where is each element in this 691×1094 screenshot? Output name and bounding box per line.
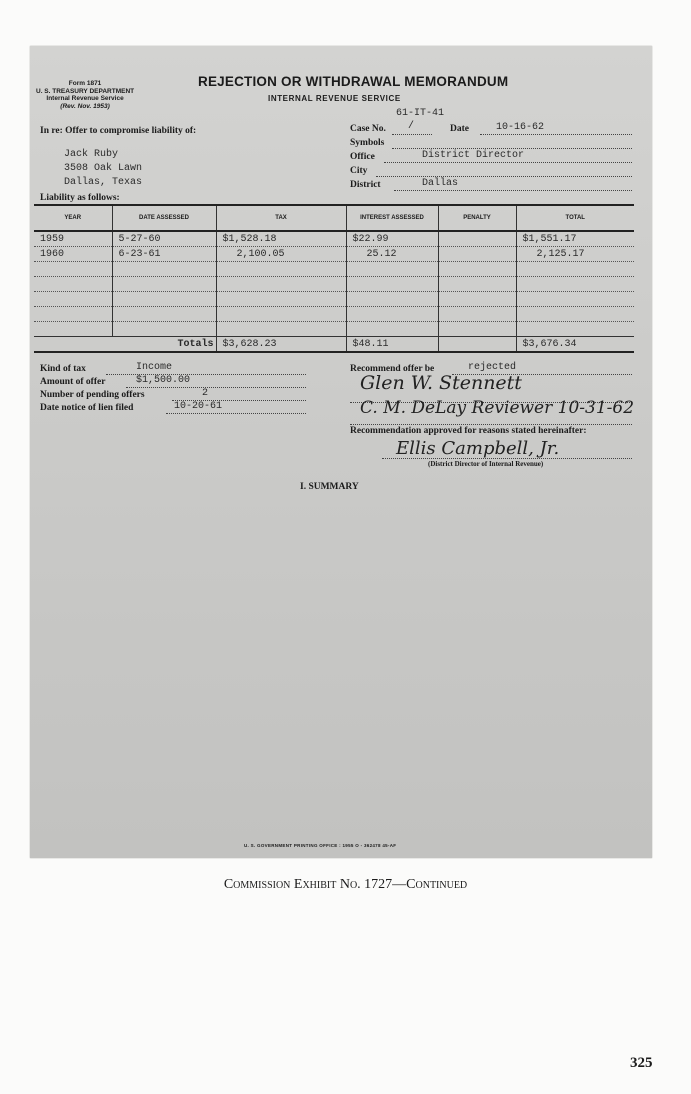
header-interest-assessed: INTEREST ASSESSED: [346, 205, 438, 231]
amount-label: Amount of offer: [40, 377, 106, 387]
header-total: TOTAL: [516, 205, 634, 231]
cell-interest: $22.99: [346, 231, 438, 247]
amount-value: $1,500.00: [136, 375, 191, 386]
taxpayer-address: 3508 Oak Lawn: [64, 163, 143, 174]
cell-total: $1,551.17: [516, 231, 634, 247]
cell-tax: $1,528.18: [216, 231, 346, 247]
cell-date-assessed: 6-23-61: [112, 247, 216, 262]
header-date-assessed: DATE ASSESSED: [112, 205, 216, 231]
totals-interest: $48.11: [346, 337, 438, 353]
cell-date-assessed: 5-27-60: [112, 231, 216, 247]
document-title: REJECTION OR WITHDRAWAL MEMORANDUM: [198, 74, 509, 89]
office-value: District Director: [422, 150, 525, 161]
taxpayer-name: Jack Ruby: [64, 149, 119, 160]
table-row-empty: [34, 262, 634, 277]
scanned-document: [30, 46, 652, 858]
cell-penalty: [438, 231, 516, 247]
taxpayer-city: Dallas, Texas: [64, 177, 143, 188]
lien-date-value: 10-20-61: [174, 401, 223, 412]
symbols-label: Symbols: [350, 138, 385, 148]
totals-label: Totals: [34, 337, 216, 353]
reviewer-signature: Glen W. Stennett: [360, 372, 522, 394]
office-label: Office: [350, 152, 375, 162]
table-row: [34, 231, 634, 247]
form-number: Form 1871: [68, 80, 102, 87]
table-row-empty: [34, 277, 634, 292]
table-row-empty: [34, 322, 634, 337]
cell-tax: 2,100.05: [216, 247, 346, 262]
case-no-label: Case No.: [350, 124, 386, 134]
recommend-value: rejected: [468, 362, 517, 373]
table-row-empty: [34, 307, 634, 322]
district-label: District: [350, 180, 381, 190]
table-row: [34, 247, 634, 262]
table-header-row: [34, 205, 634, 231]
date-value: 10-16-62: [496, 122, 545, 133]
lien-date-label: Date notice of lien filed: [40, 403, 134, 413]
cell-total: 2,125.17: [516, 247, 634, 262]
date-label: Date: [450, 124, 469, 134]
totals-total: $3,676.34: [516, 337, 634, 353]
director-signature: Ellis Campbell, Jr.: [396, 438, 560, 459]
page-number: 325: [630, 1055, 653, 1071]
header-tax: TAX: [216, 205, 346, 231]
form-department: U. S. TREASURY DEPARTMENT: [36, 87, 135, 95]
in-re-label: In re: Offer to compromise liability of:: [40, 126, 197, 136]
pending-offers-label: Number of pending offers: [40, 390, 145, 400]
exhibit-caption: Commission Exhibit No. 1727—Continued: [223, 877, 468, 892]
liability-label: Liability as follows:: [40, 193, 120, 203]
totals-tax: $3,628.23: [216, 337, 346, 353]
recommend-label: Recommend offer be: [350, 364, 435, 374]
header-year: YEAR: [34, 205, 112, 231]
cell-year: 1959: [34, 231, 112, 247]
form-identifier: [36, 80, 134, 110]
table-row-empty: [34, 292, 634, 307]
file-code: 61-IT-41: [396, 108, 445, 119]
pending-offers-value: 2: [202, 388, 209, 399]
kind-of-tax-label: Kind of tax: [40, 364, 86, 374]
director-caption: (District Director of Internal Revenue): [428, 460, 544, 468]
form-revision: (Rev. Nov. 1953): [60, 102, 110, 110]
section-heading: I. SUMMARY: [300, 482, 359, 492]
approved-label: Recommendation approved for reasons stated hereinafter:: [350, 426, 587, 436]
printing-office-line: U. S. GOVERNMENT PRINTING OFFICE : 1955 O - 362478 45-AF: [244, 843, 397, 848]
reviewer-approval-signature: C. M. DeLay Reviewer 10-31-62: [360, 398, 635, 418]
cell-penalty: [438, 247, 516, 262]
header-penalty: PENALTY: [438, 205, 516, 231]
district-value: Dallas: [422, 178, 459, 189]
form-service: Internal Revenue Service: [46, 95, 124, 102]
document-subtitle: INTERNAL REVENUE SERVICE: [268, 94, 401, 103]
totals-penalty: [438, 337, 516, 353]
city-label: City: [350, 166, 368, 176]
liability-table: [34, 204, 634, 353]
kind-of-tax-value: Income: [136, 362, 173, 373]
totals-row: [34, 337, 634, 353]
case-no-value: /: [408, 121, 415, 132]
cell-interest: 25.12: [346, 247, 438, 262]
cell-year: 1960: [34, 247, 112, 262]
